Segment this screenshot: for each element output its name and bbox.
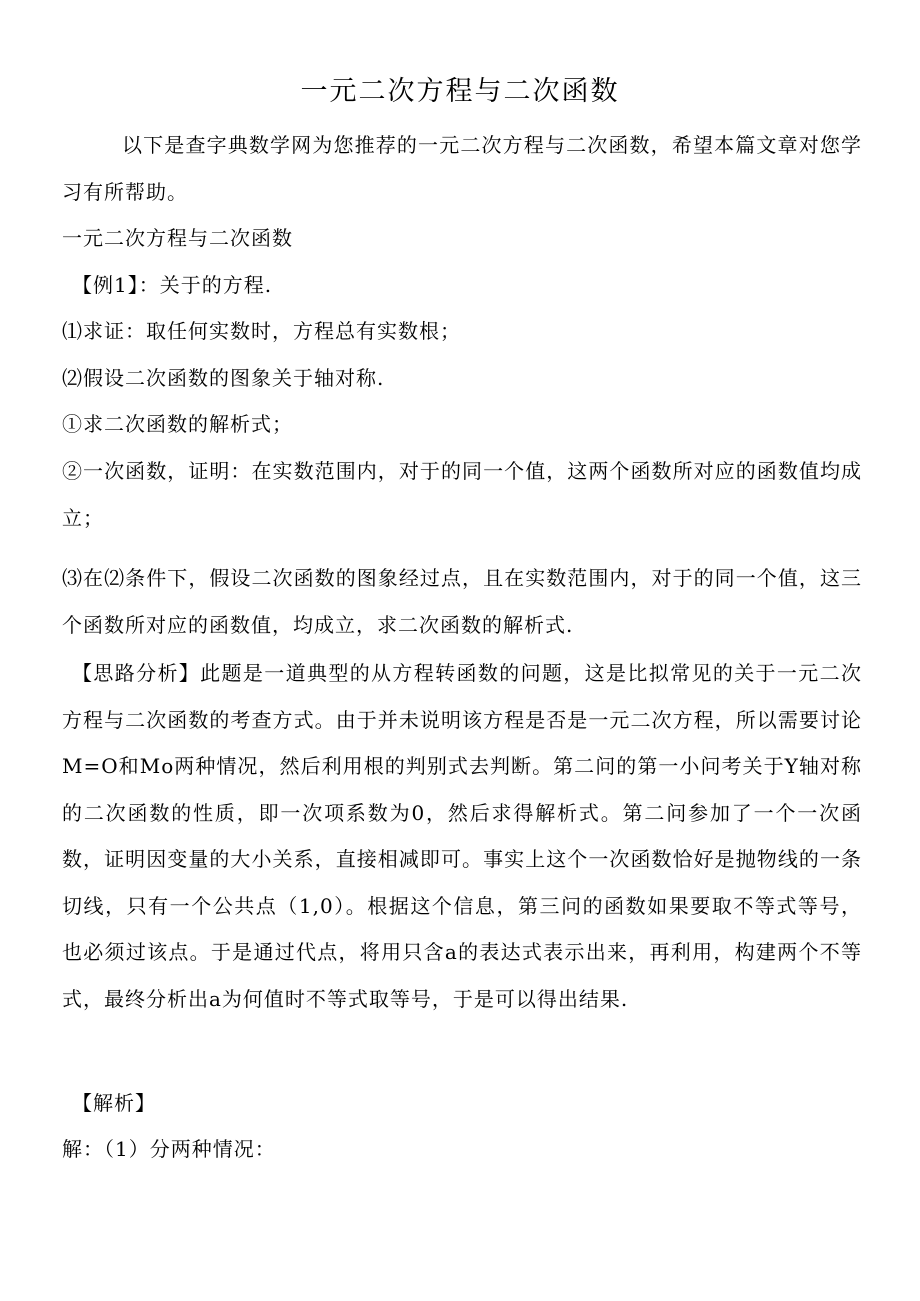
- intro-paragraph: 以下是查字典数学网为您推荐的一元二次方程与二次函数，希望本篇文章对您学习有所帮助。: [62, 133, 862, 204]
- document-title: 一元二次方程与二次函数: [300, 76, 620, 107]
- section-subtitle: 一元二次方程与二次函数: [62, 226, 293, 250]
- question-2-part-2: ②一次函数，证明：在实数范围内，对于的同一个值，这两个函数所对应的函数值均成立；: [62, 459, 862, 530]
- solution-start: 解：（1）分两种情况：: [62, 1137, 276, 1161]
- analysis-paragraph: 【思路分析】此题是一道典型的从方程转函数的问题，这是比拟常见的关于一元二次方程与二次函数的考查方式。由于并未说明该方程是否是一元二次方程，所以需要讨论M=O和Mo两种情况，然后利用根的判别式去判断。第二问的第一小问考关于Y轴对称的二次函数的性质，即一次项系数为0，然后求得解析式。第二问参加了一个一次函数，证明因变量的大小关系，直接相减即可。事实上这个一次函数恰好是抛物线的一条切线，只有一个公共点（1,0）。根据这个信息，第三问的函数如果要取不等式等号，也必须过该点。于是通过代点，将用只含a的表达式表示出来，再利用，构建两个不等式，最终分析出a为何值时不等式取等号，于是可以得出结果.: [62, 661, 862, 1011]
- question-2-part-1: ①求二次函数的解析式；: [62, 412, 293, 436]
- example-heading: 【例1】：关于的方程.: [72, 273, 273, 297]
- question-1: ⑴求证：取任何实数时，方程总有实数根；: [62, 319, 461, 343]
- question-2: ⑵假设二次函数的图象关于轴对称.: [62, 366, 385, 390]
- solution-heading: 【解析】: [72, 1091, 156, 1115]
- question-3: ⑶在⑵条件下，假设二次函数的图象经过点，且在实数范围内，对于的同一个值，这三个函数所对应的函数值，均成立，求二次函数的解析式.: [62, 566, 862, 637]
